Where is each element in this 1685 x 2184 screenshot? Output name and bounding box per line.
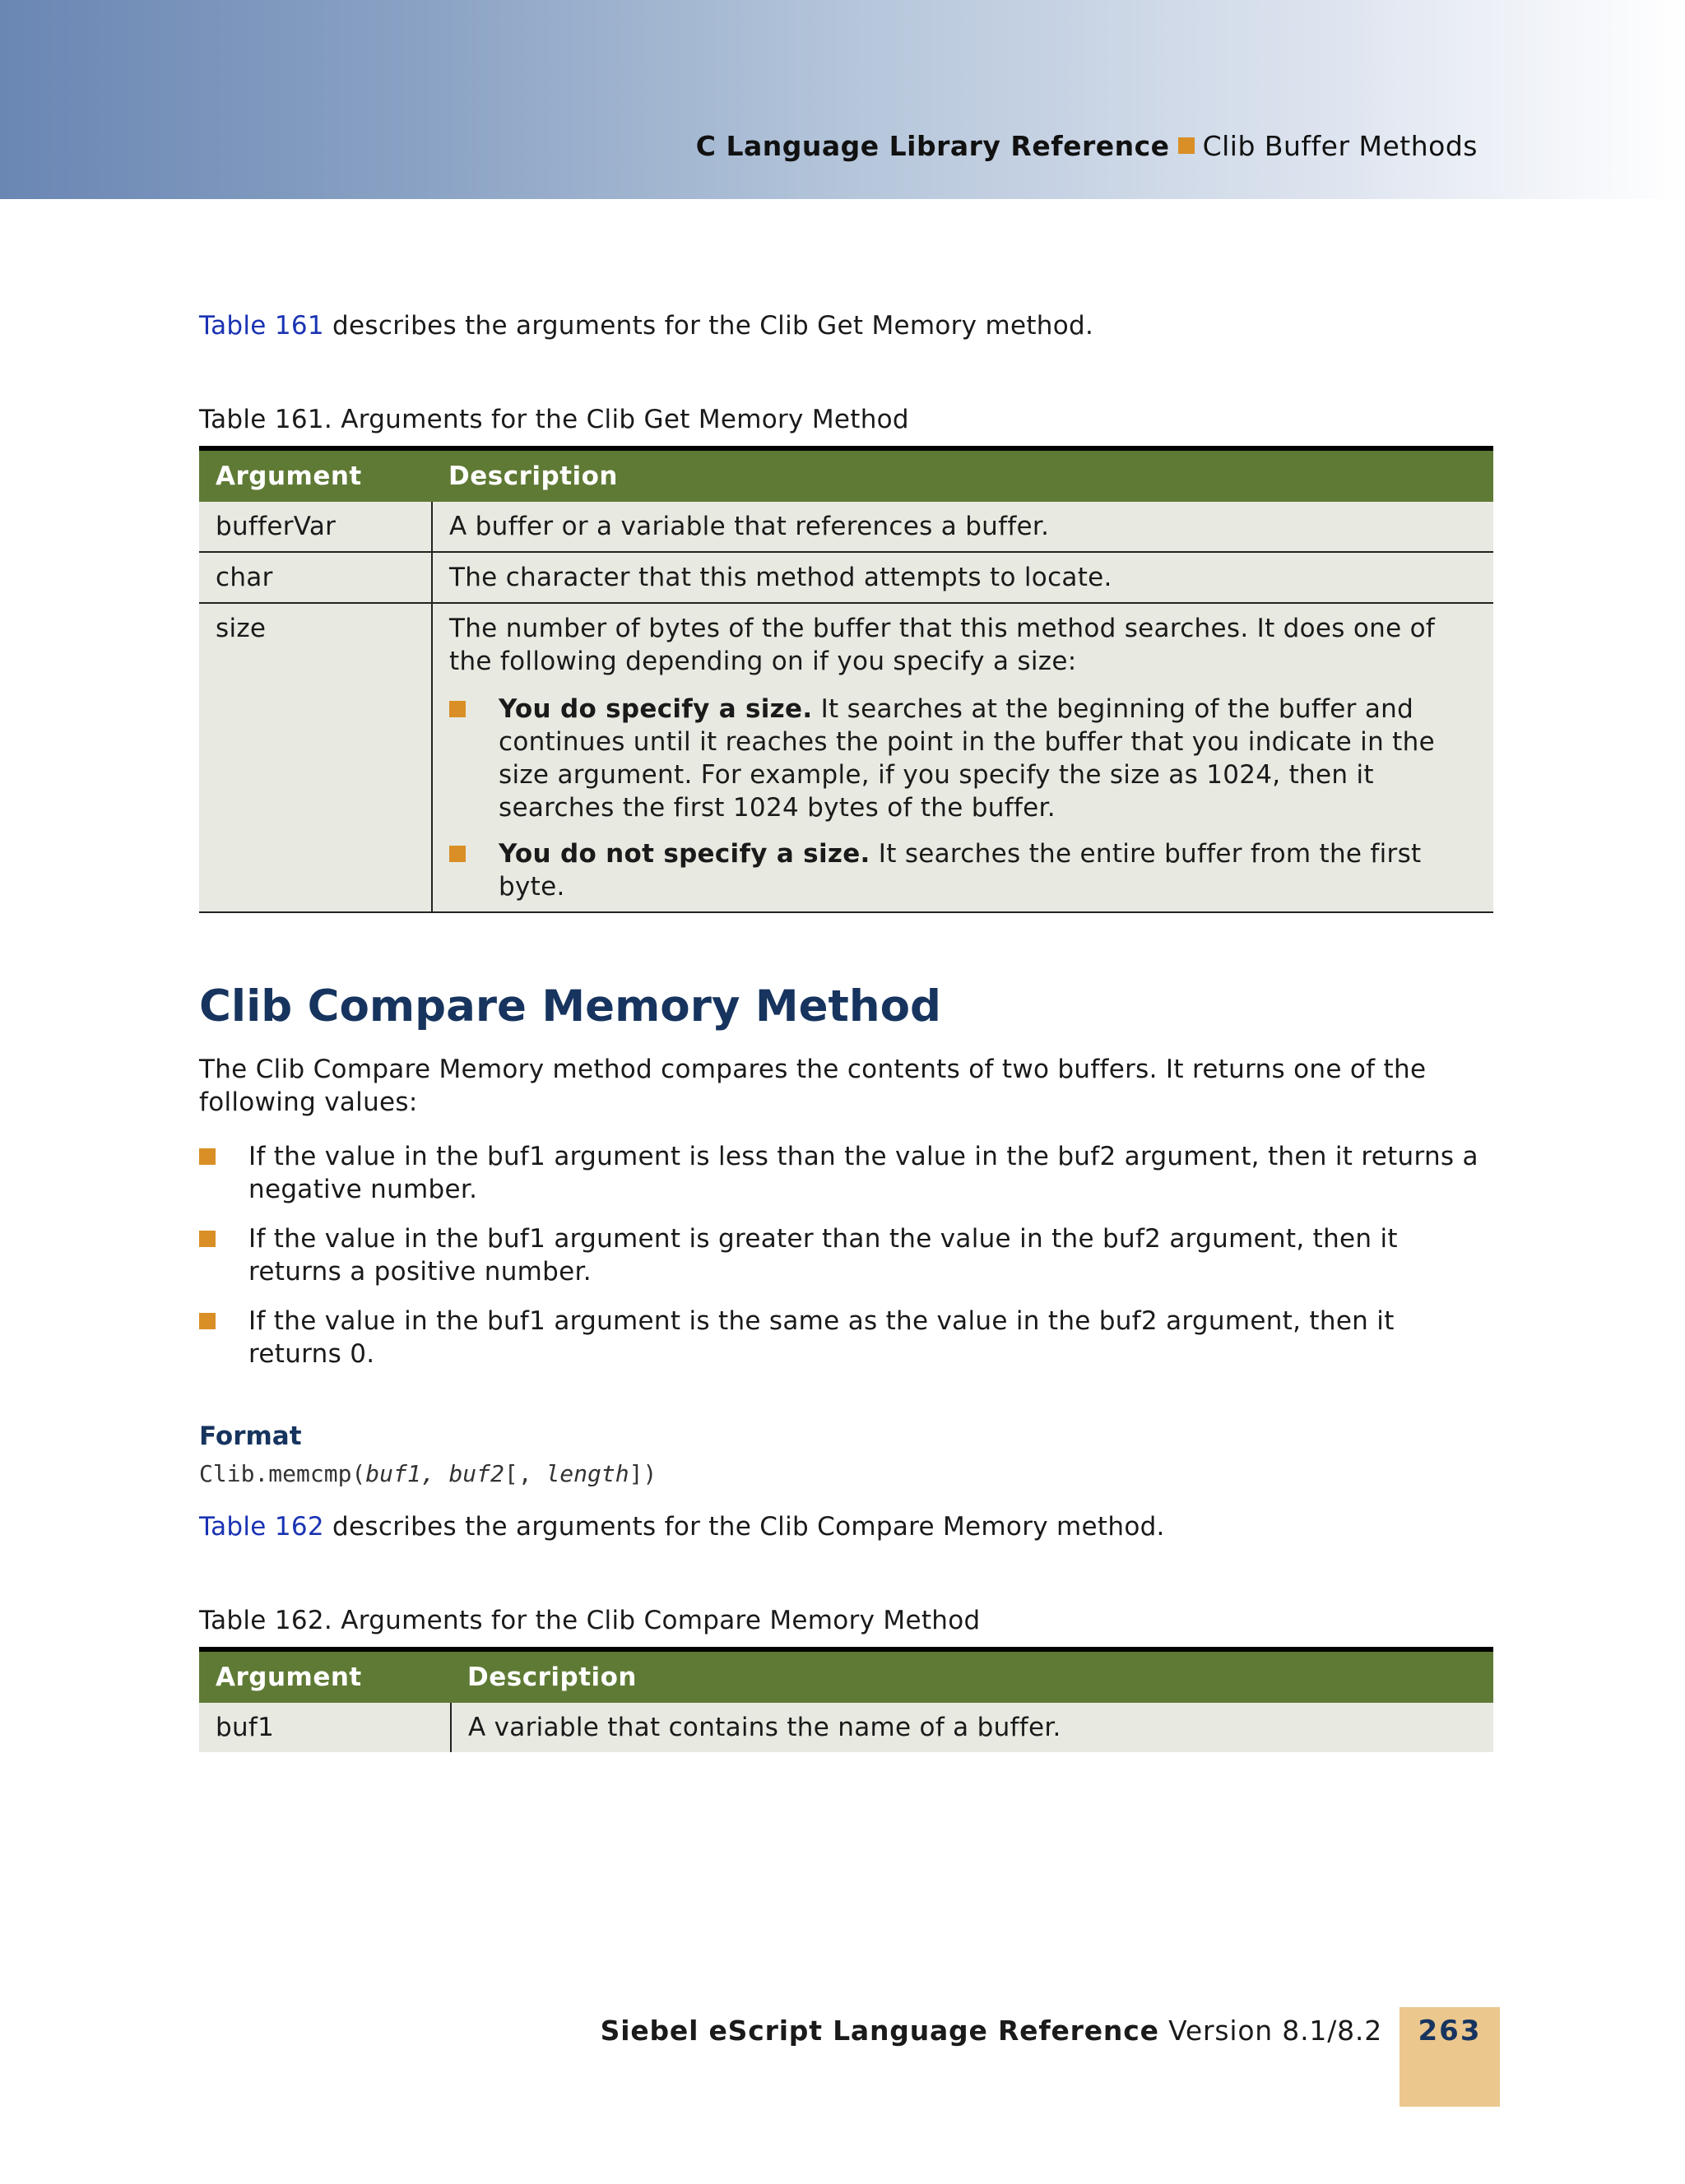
bullet-text: If the value in the buf1 argument is greater than the value in the buf2 argument, then it returns a positive number. (248, 1224, 1398, 1287)
table-161-intro (199, 309, 1493, 342)
column-header-argument: Argument (199, 448, 432, 502)
code-suffix: ]) (629, 1460, 657, 1487)
bullet-lead: You do specify a size. (499, 694, 813, 724)
column-header-argument: Argument (199, 1649, 451, 1703)
square-bullet-icon (449, 846, 466, 862)
table-row (199, 552, 1493, 603)
table-row (199, 1703, 1493, 1752)
table-162-caption: Table 162. Arguments for the Clib Compare Memory Method (199, 1606, 981, 1635)
list-item (199, 1305, 1493, 1370)
square-bullet-icon (1178, 137, 1195, 154)
section-intro: The Clib Compare Memory method compares the contents of two buffers. It returns one of the following values: (199, 1055, 1427, 1117)
bullet-lead: You do not specify a size. (499, 839, 870, 869)
section-title: Clib Compare Memory Method (199, 981, 941, 1032)
table-161 (199, 446, 1493, 913)
list-item (449, 837, 1477, 903)
table-row (199, 502, 1493, 552)
argument-cell: buf1 (199, 1703, 451, 1752)
intro-text: describes the arguments for the Clib Compare Memory method. (323, 1512, 1165, 1542)
table-header-row (199, 448, 1493, 502)
column-header-description: Description (451, 1649, 1493, 1703)
page-number-tab (1400, 2007, 1500, 2107)
table-162 (199, 1647, 1493, 1752)
bullet-text: If the value in the buf1 argument is the same as the value in the buf2 argument, then it returns 0. (248, 1306, 1395, 1369)
running-header (696, 130, 1478, 162)
argument-cell: size (199, 603, 432, 912)
header-chapter: C Language Library Reference (695, 130, 1170, 162)
description-cell: The character that this method attempts to locate. (432, 552, 1493, 603)
description-cell: A buffer or a variable that references a buffer. (432, 502, 1493, 552)
list-item (199, 1222, 1493, 1288)
header-section: Clib Buffer Methods (1202, 130, 1478, 162)
list-item (199, 1140, 1493, 1206)
code-param: buf1, buf2 (365, 1460, 504, 1487)
column-header-description: Description (432, 448, 1493, 502)
argument-cell: bufferVar (199, 502, 432, 552)
square-bullet-icon (449, 701, 466, 717)
header-band (0, 0, 1685, 199)
bullet-text: It searches at the beginning of the buffer and continues until it reaches the point in the buffer that you indicate in the size argument. For example, if you specify the size as 1024, then it searches the first 1024 bytes of the buffer. (499, 694, 1435, 823)
code-bracket: [, (504, 1460, 546, 1487)
running-footer (601, 2015, 1382, 2047)
table-162-link[interactable]: Table 162 (199, 1512, 324, 1542)
page-number: 263 (1418, 2015, 1482, 2047)
return-values-list (199, 1140, 1493, 1370)
code-prefix: Clib.memcmp( (199, 1460, 366, 1487)
format-code (199, 1458, 1493, 1491)
bullet-text: If the value in the buf1 argument is less than the value in the buf2 argument, then it returns a negative number. (248, 1142, 1478, 1204)
argument-cell: char (199, 552, 432, 603)
table-162-intro (199, 1510, 1493, 1543)
footer-version: Version 8.1/8.2 (1158, 2015, 1382, 2047)
footer-book-title: Siebel eScript Language Reference (600, 2015, 1159, 2047)
page-content (199, 309, 1493, 1752)
description-cell (432, 603, 1493, 912)
code-param: length (545, 1460, 629, 1487)
bullet-text: It searches the entire buffer from the first byte. (499, 839, 1422, 902)
square-bullet-icon (199, 1313, 216, 1329)
list-item (449, 693, 1477, 824)
size-bullet-list (449, 693, 1477, 903)
size-description: The number of bytes of the buffer that this method searches. It does one of the following depending on if you specify a size: (449, 614, 1436, 676)
table-161-caption: Table 161. Arguments for the Clib Get Memory Method (199, 405, 909, 434)
intro-text: describes the arguments for the Clib Get Memory method. (323, 311, 1094, 341)
square-bullet-icon (199, 1231, 216, 1247)
table-161-link[interactable]: Table 161 (199, 311, 324, 341)
square-bullet-icon (199, 1148, 216, 1165)
description-cell: A variable that contains the name of a buffer. (451, 1703, 1493, 1752)
format-heading: Format (199, 1421, 302, 1451)
table-row (199, 603, 1493, 912)
table-header-row (199, 1649, 1493, 1703)
